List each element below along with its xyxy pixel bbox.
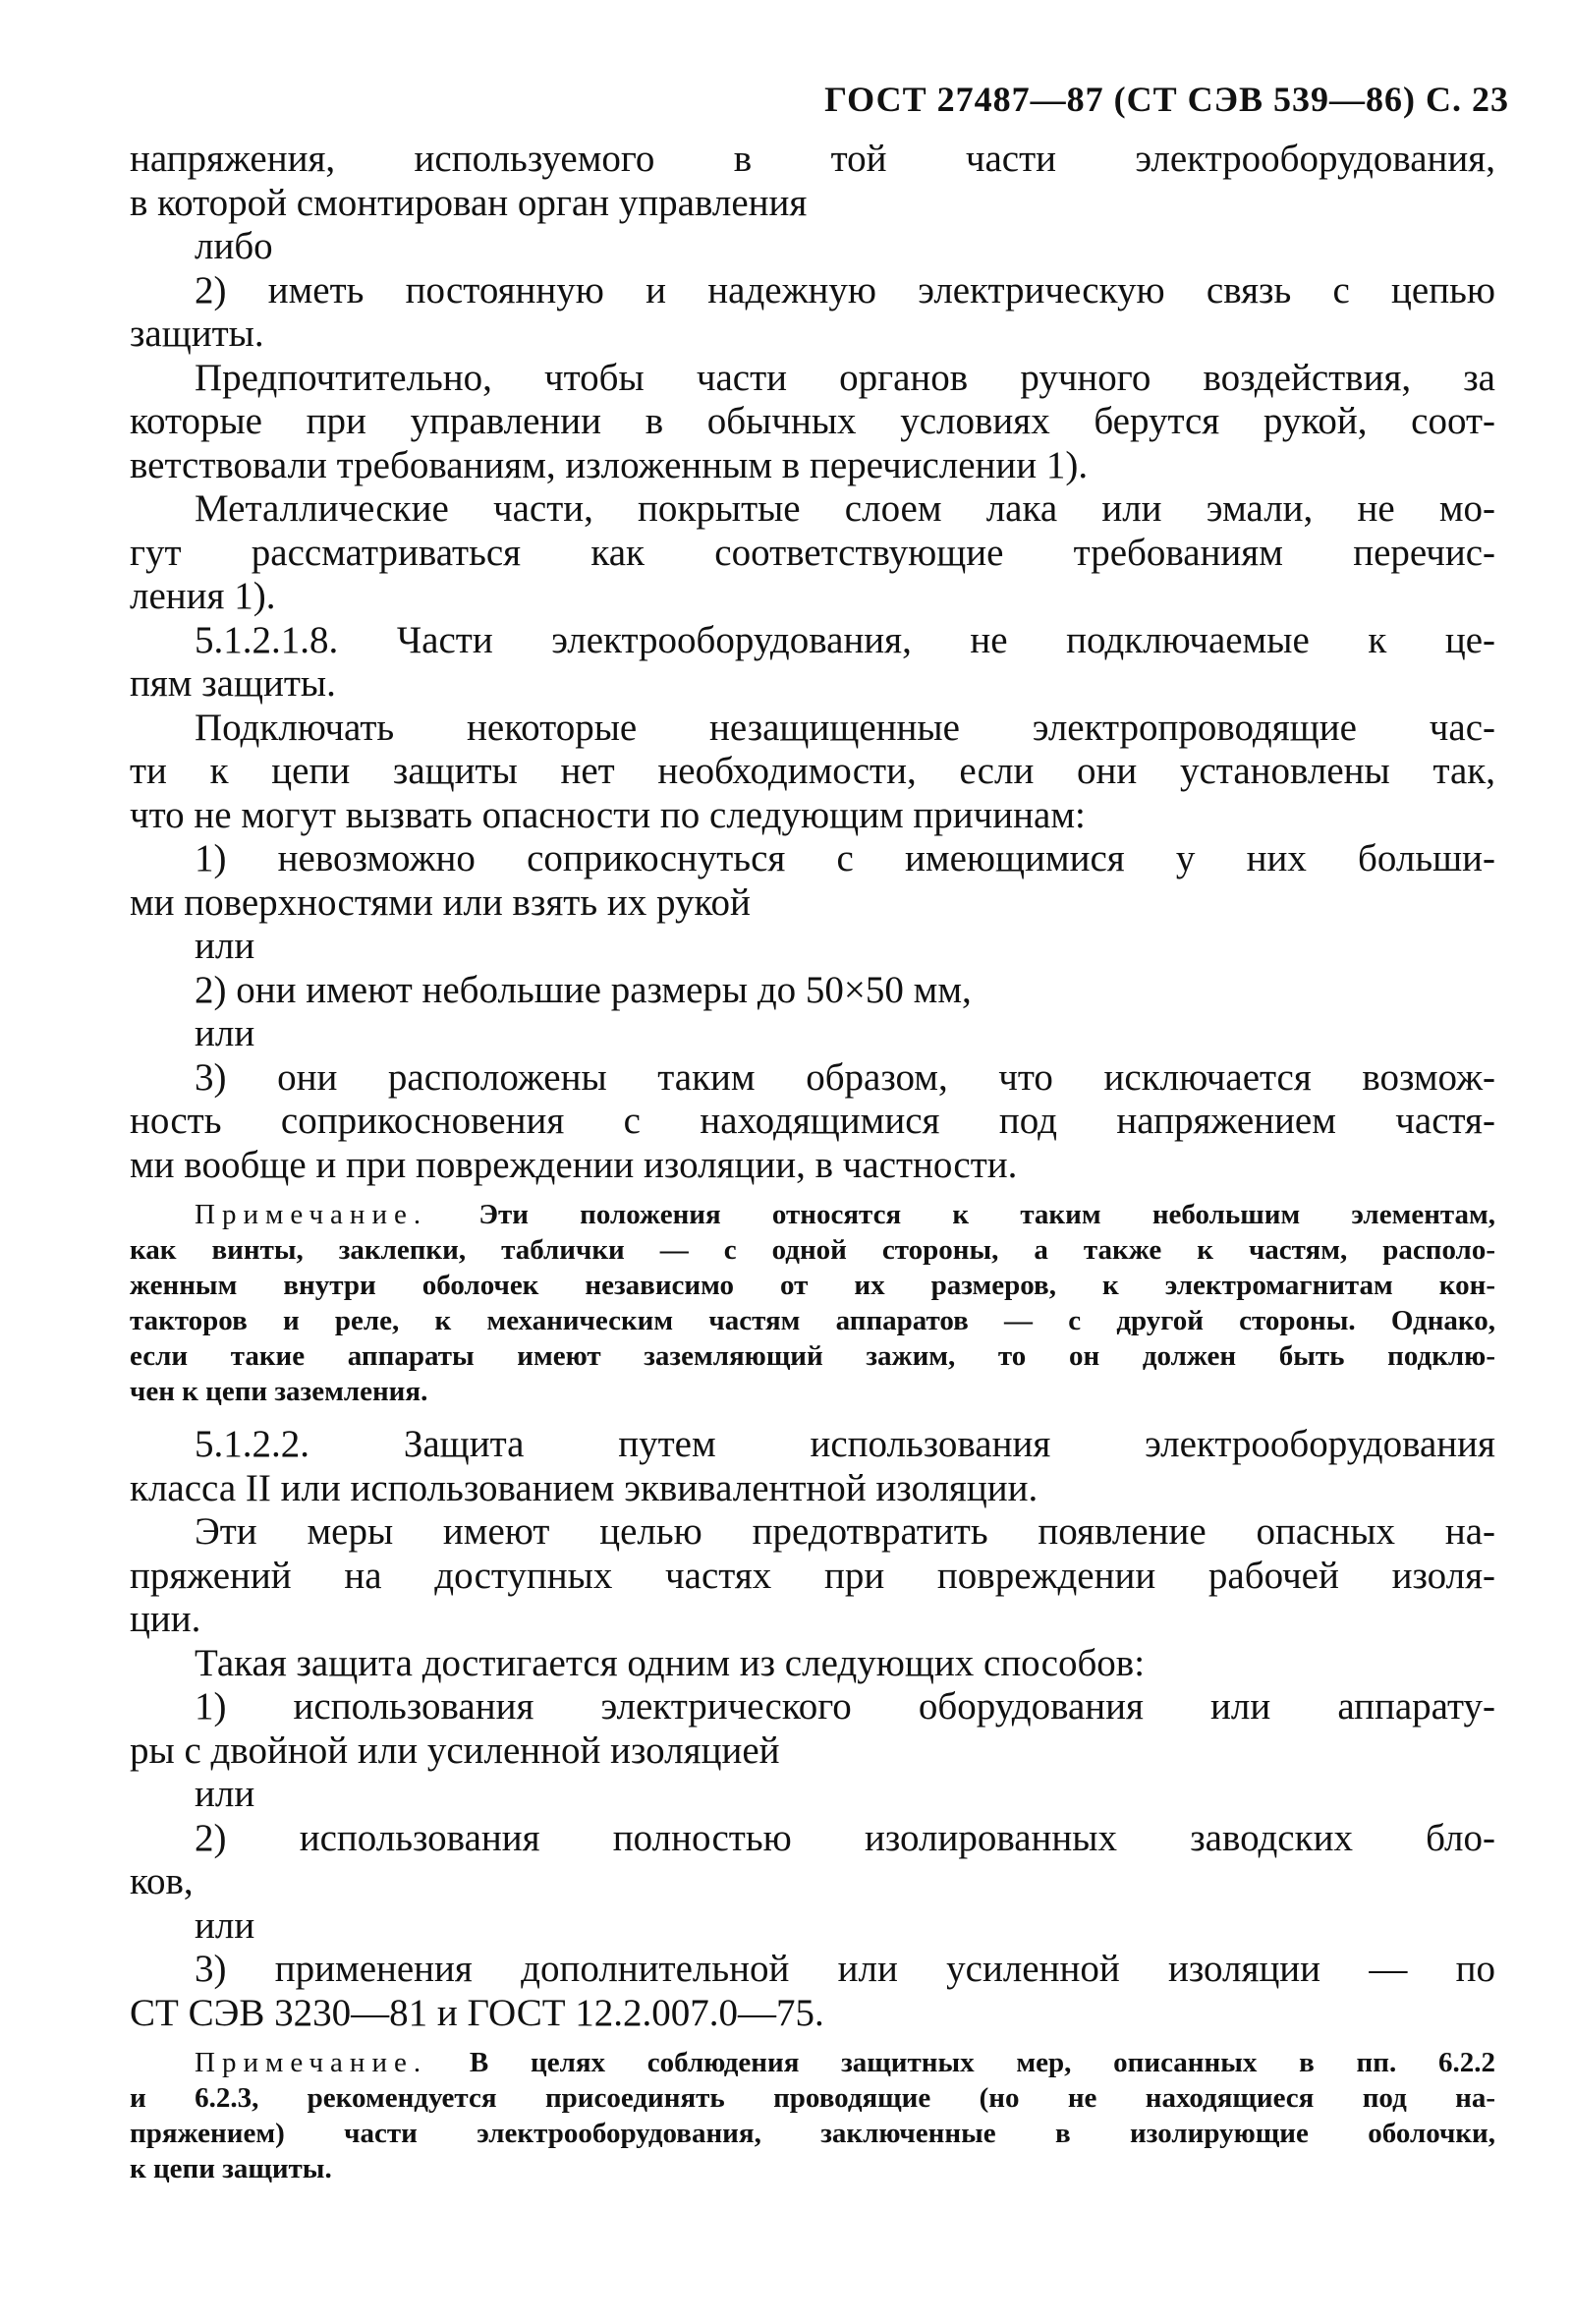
note-text: В целях соблюдения защитных мер, описанных в пп. 6.2.2 [469,2047,1496,2078]
text-line: что не могут вызвать опасности по следующим причинам: [130,793,1086,836]
list-item-line: ми вообще и при повреждении изоляции, в частности. [130,1143,1018,1186]
section-heading-line: 5.1.2.2. Защита путем использования электрооборудования [195,1423,1495,1465]
text-line: гут рассматриваться как соответствующие требованиям перечис- [130,531,1495,574]
note-block [130,1187,1495,1423]
text-line: защиты. [130,312,264,355]
text-line: пряжений на доступных частях при повреждении рабочей изоля- [130,1554,1495,1597]
text-line: ти к цепи защиты нет необходимости, если они установлены так, [130,750,1495,792]
list-item-line: 1) использования электрического оборудования или аппарату- [195,1685,1495,1728]
list-item-line: 3) они расположены таким образом, что исключается возмож- [195,1055,1495,1099]
section-heading-line: 5.1.2.1.8. Части электрооборудования, не подключаемые к це- [195,618,1495,661]
document-body [130,138,1495,2186]
note-block [130,2035,1495,2186]
note-line: женным внутри оболочек независимо от их размеров, к электромагнитам кон- [130,1270,1495,1301]
note-text: Эти положения относятся к таким небольшим элементам, [478,1199,1496,1230]
text-line: либо [195,225,273,267]
text-line: Подключать некоторые незащищенные электропроводящие час- [195,706,1495,749]
text-line: в которой смонтирован орган управления [130,181,808,224]
list-item-line: ков, [130,1860,194,1902]
note-line: к цепи защиты. [130,2153,332,2184]
text-line: напряжения, используемого в той части электрооборудования, [130,138,1495,180]
text-line: ления 1). [130,575,276,617]
text-line: ветствовали требованиям, изложенным в перечислении 1). [130,443,1089,486]
list-item-line: 2) они имеют небольшие размеры до 50×50 мм, [195,968,972,1011]
note-line: как винты, заклепки, таблички — с одной стороны, а также к частям, располо- [130,1234,1495,1266]
list-item-line: ми поверхностями или взять их рукой [130,880,751,924]
note-line: пряжением) части электрооборудования, заключенные в изолирующие оболочки, [130,2118,1495,2149]
note-line: и 6.2.3, рекомендуется присоединять проводящие (но не находящиеся под на- [130,2082,1495,2114]
list-item-line: 2) использования полностью изолированных заводских бло- [195,1816,1495,1859]
text-line: которые при управлении в обычных условиях берутся рукой, соот- [130,400,1495,442]
section-heading-line: класса II или использованием эквивалентной изоляции. [130,1466,1039,1509]
section-heading-line: пям защиты. [130,662,336,705]
note-line: если такие аппараты имеют заземляющий зажим, то он должен быть подклю- [130,1340,1495,1372]
text-line: Такая защита достигается одним из следующих способов: [195,1641,1146,1684]
page-header: ГОСТ 27487—87 (СТ СЭВ 539—86) С. 23 [824,80,1509,119]
text-line: или [195,1012,255,1054]
list-item-line: 1) невозможно соприкоснуться с имеющимися у них больши- [195,837,1495,879]
text-line: Предпочтительно, чтобы части органов ручного воздействия, за [195,356,1495,399]
text-line: или [195,1903,255,1947]
list-item-line: СТ СЭВ 3230—81 и ГОСТ 12.2.007.0—75. [130,1991,824,2034]
text-line: 2) иметь постоянную и надежную электрическую связь с цепью [195,268,1495,312]
note-label: Примечание. [195,2047,428,2078]
text-line: Эти меры имеют целью предотвратить появление опасных на- [195,1510,1495,1553]
text-line: или [195,1773,255,1815]
note-line: такторов и реле, к механическим частям аппаратов — с другой стороны. Однако, [130,1305,1495,1336]
text-line: или [195,925,255,967]
note-line: чен к цепи заземления. [130,1376,428,1407]
text-line: Металлические части, покрытые слоем лака или эмали, не мо- [195,487,1495,530]
list-item-line: ры с двойной или усиленной изоляцией [130,1729,780,1772]
text-line: ции. [130,1598,201,1640]
list-item-line: ность соприкосновения с находящимися под напряжением частя- [130,1100,1495,1142]
note-label: Примечание. [195,1199,428,1230]
list-item-line: 3) применения дополнительной или усиленной изоляции — по [195,1948,1495,1990]
